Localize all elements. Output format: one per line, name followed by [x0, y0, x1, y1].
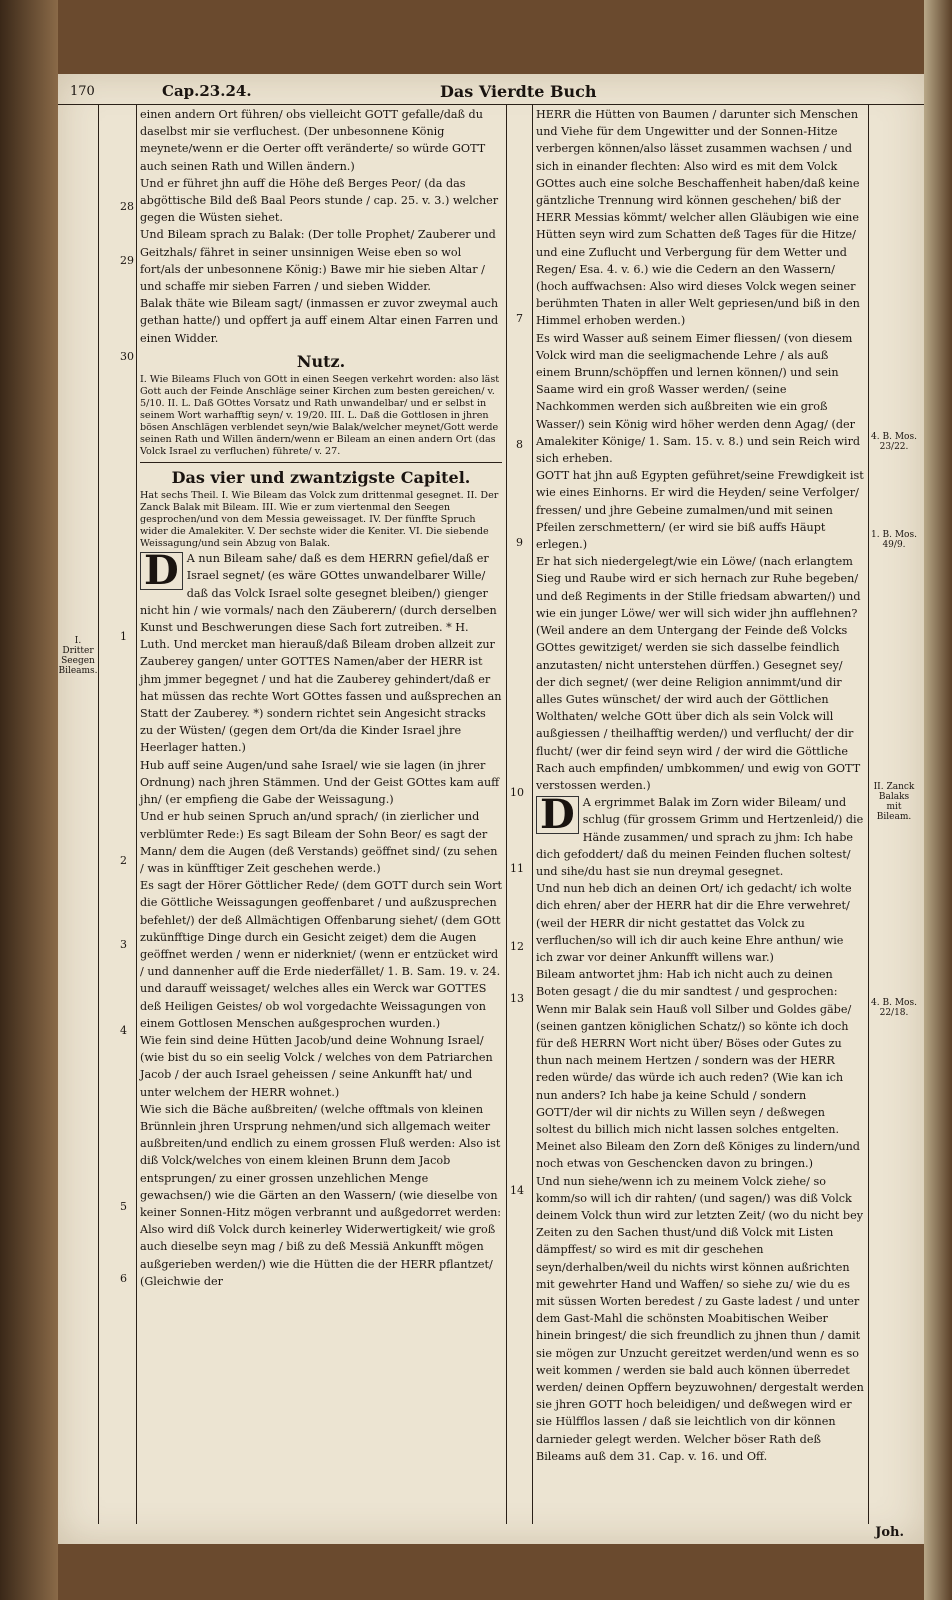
verse-number: 8	[516, 438, 523, 451]
verse-28: Und er führet jhn auff die Höhe deß Berges Peor/ (da das abgöttische Bild deß Baal Peors stunde / cap. 25. v. 3.) welcher gegen die Wüsten siehet.	[140, 176, 499, 225]
chapter-title: Das vier und zwantzigste Capitel.	[171, 468, 471, 488]
margin-note-ref: 1. B. Mos. 49/9.	[871, 530, 917, 550]
verse-11: Und nun heb dich an deinen Ort/ ich gedacht/ ich wolte dich ehren/ aber der HERR hat dir die Ehre verwehret/ (weil der HERR dir nicht gestattet das Volck zu verfluchen/so will ich dir auch keine Ehre anthun/ wie ich zwar vor deiner Ankunfft willens war.)	[536, 882, 852, 964]
margin-note-ref: 4. B. Mos. 22/18.	[871, 998, 917, 1018]
verse-10-text: A ergrimmet Balak im Zorn wider Bileam/ und schlug (für grossem Grimm und Hertzenleid/) die Hände zusammen/ und sprach zu jhm: Ich habe dich gefoddert/ daß du meinen Feinden fluchen soltest/ und sihe/du hast sie nun dreymal gesegnet.	[536, 796, 864, 878]
verse-number: 5	[120, 1200, 127, 1213]
page-header	[58, 82, 924, 104]
verse-9: Er hat sich niedergelegt/wie ein Löwe/ (nach erlangtem Sieg und Raube wird er sich hernach zur Ruhe begeben/ und deß Regiments in der Stille friedsam abwarten/) und wie ein junger Löwe/ wer will sich wider jhn aufflehnen? (Weil andere an dem Untergang der Feinde deß Volcks GOttes gewitziget/ werden sie sich dasselbe feindlich anzutasten/ nicht unterstehen dürffen.) Gesegnet sey/ der dich segnet/ (wer deine Religion annimmt/und dir alles Gutes wünschet/ der wird auch der Göttlichen Wolthaten/ welche GOtt über dich als sein Volck will außgiessen / theilhafftig werden/) und verflucht/ der dir flucht/ (wer dir feind seyn wird / der wird die Göttliche Rach auch empfinden/ umbkommen/ und ewig von GOTT verstossen werden.)	[536, 555, 861, 792]
margin-rule-right	[868, 104, 869, 1524]
nutz-text: I. Wie Bileams Fluch von GOtt in einen Seegen verkehrt worden: also läst Gott auch der Feinde Anschläge seiner Kirchen zum besten gereichen/ v. 5/10. II. L. Daß GOttes Vorsatz und Rath unwandelbar/ und er selbst in seinem Wort warhafftig seyn/ v. 19/20. III. L. Daß die Gottlosen in jhren bösen Anschlägen verblendet seyn/wie Balak/welcher meynet/Gott werde seinen Rath und Willen ändern/wenn er Bileam an einen andern Ort (das Volck Israel zu verfluchen) führete/ v. 27.	[140, 374, 500, 458]
verse-number: 14	[510, 1184, 524, 1197]
verse-5: Wie fein sind deine Hütten Jacob/und deine Wohnung Israel/ (wie bist du so ein seelig Volck / welches von dem Patriarchen Jacob / der auch Israel geheissen / seine Ankunfft hat/ und unter welchem der HERR wohnet.)	[140, 1033, 493, 1099]
verse-number: 11	[510, 862, 524, 875]
running-title: Das Vierdte Buch	[440, 82, 597, 101]
verse-number: 9	[516, 536, 523, 549]
verse-rule-right	[532, 104, 533, 1524]
verse-rule-left	[136, 104, 137, 1524]
nutz-heading: Nutz.	[296, 351, 346, 371]
drop-cap: D	[140, 552, 183, 590]
margin-note-zanck: II. Zanck Balaks mit Bileam.	[873, 782, 915, 822]
catchword: Joh.	[875, 1525, 904, 1540]
verse-10	[536, 791, 864, 880]
margin-rule-left	[98, 104, 99, 1524]
verse-number: 30	[120, 350, 134, 363]
verse-13: Wenn mir Balak sein Hauß voll Silber und Goldes gäbe/ (seinen gantzen königlichen Schatz/) so könte ich doch für deß HERRN Wort nicht über/ Böses oder Gutes zu thun nach meinem Hertzen / sondern was der HERR reden würde/ das würde ich auch reden? (Wie kan ich nun anders? Ich habe ja keine Schuld / sondern GOTT/der wil dir nichts zu Willen seyn / deßwegen soltest du billich mich nicht lassen solches entgelten. Meinet also Bileam den Zorn deß Königes zu lindern/und noch etwas von Geschencken davon zu bringen.)	[536, 1002, 860, 1171]
verse-30: Balak thäte wie Bileam sagt/ (inmassen er zuvor zweymal auch gethan hatte/) und opffert ja auff einem Altar einen Farren und einen Widder.	[140, 297, 499, 345]
chapter-reference: Cap.23.24.	[162, 82, 252, 100]
header-rule	[58, 104, 924, 105]
verse-1-text: A nun Bileam sahe/ daß es dem HERRN gefiel/daß er Israel segnet/ (es wäre GOttes unwandelbarer Wille/ daß das Volck Israel solte gesegnet bleiben/) gienger nicht hin / wie vormals/ nach den Zäuberern/ (durch derselben Kunst und Beschwerungen diese Sach fort zutreiben. * H. Luth. Und mercket man hierauß/daß Bileam droben allzeit zur Zauberey gangen/ unter GOTTES Namen/aber der HERR ist jhm jmmer begegnet / und hat die Zauberey gehindert/daß er hat müssen das rechte Wort GOttes fassen und außsprechen an Statt der Zauberey. *) sondern richtet sein Angesicht stracks zu der Wüsten/ (gegen dem Ort/da die Kinder Israel jhre Heerlager hatten.)	[140, 552, 502, 755]
verse-number: 4	[120, 1024, 127, 1037]
verse-number: 6	[120, 1272, 127, 1285]
divider	[140, 462, 502, 463]
drop-cap: D	[536, 796, 579, 834]
page-edge	[924, 0, 952, 1600]
verse-number: 28	[120, 200, 134, 213]
verse-6: Wie sich die Bäche außbreiten/ (welche offtmals von kleinen Brünnlein jhren Ursprung nehmen/und sich allgemach weiter außbreiten/und endlich zu einem grossen Fluß werden: Also ist diß Volck/welches von einem kleinen Brunn dem Jacob entsprungen/ zu einer grossen unzehlichen Menge gewachsen/) wie die Gärten an den Wassern/ (wie dieselbe von keiner Sonnen-Hitz mögen verbrannt und außgedorret werden: Also wird diß Volck durch keinerley Widerwertigkeit/ wie groß auch dieselbe seyn mag / biß zu deß Messiä Ankunfft mögen außgerieben werden/) wie die Hütten die der HERR pflantzet/ (Gleichwie der	[140, 1102, 502, 1288]
verse-14: Und nun siehe/wenn ich zu meinem Volck ziehe/ so komm/so will ich dir rahten/ (und sagen/) was diß Volck deinem Volck thun wird zur letzten Zeit/ (wo du nicht bey Zeiten zu den Sachen thust/und diß Volck mit Listen dämpffest/ so wird es mit dir geschehen seyn/derhalben/weil du nichts wirst können außrichten mit gewehrter Hand und Waffen/ so siehe zu/ wie du es mit süssen Worten beredest / zu Gaste ladest / und unter dem Gast-Mahl die schönsten Moabitischen Weiber hinein bringest/ die sich freundlich zu jhnen thun / damit sie mögen zur Unzucht gereitzet werden/und wenn es so weit kommen / werden sie bald auch können überredet werden/ deinen Opffern beyzuwohnen/ dergestalt werden sie jhren GOTT hoch beleidigen/ und deßwegen wird er sie Hülfflos lassen / daß sie leichtlich von dir können darnieder gelegt werden. Welcher böser Rath deß Bileams auß dem 31. Cap. v. 16. und Off.	[536, 1174, 864, 1463]
paragraph: einen andern Ort führen/ obs vielleicht GOTT gefalle/daß du daselbst mir sie verfluchest. (Der unbesonnene König meynete/wenn er die Oerter offt veränderte/ so würde GOTT auch seinen Rath und Willen ändern.)	[140, 108, 486, 173]
margin-note-dritter-seegen: I. Dritter Seegen Bileams.	[58, 636, 98, 676]
chapter-summary: Hat sechs Theil. I. Wie Bileam das Volck zum drittenmal gesegnet. II. Der Zanck Balak mit Bileam. III. Wie er zum viertenmal den Seegen gesprochen/und von dem Messia geweissaget. IV. Der fünffte Spruch wider die Amalekiter. V. Der sechste wider die Keniter. VI. Die siebende Weissagung/und sein Abzug von Balak.	[140, 490, 499, 550]
verse-4: Es sagt der Hörer Göttlicher Rede/ (dem GOTT durch sein Wort die Göttliche Weissagungen geoffenbaret / und außzusprechen befehlet/) der deß Allmächtigen Offenbarung siehet/ (dem GOtt zukünfftige Dinge durch ein Gesicht zeiget) dem die Augen geöffnet werden / wenn er niderkniet/ (wenn er entzücket wird / und dannenher auff die Erde niederfället/ 1. B. Sam. 19. v. 24. und darauff weissaget/ welches alles ein Werck war GOTTES deß Heiligen Geistes/ ob wol vorgedachte Weissagungen von einem Gottlosen Menschen außgesprochen wurden.)	[140, 879, 502, 1030]
left-column	[140, 106, 502, 1290]
verse-7: Es wird Wasser auß seinem Eimer fliessen/ (von diesem Volck wird man die seeligmachende Lehre / als auß einem Brunn/schöpffen und lernen können/) und sein Saame wird ein groß Wasser werden/ (seine Nachkommen werden sich außbreiten wie ein groß Wasser/) sein König wird höher werden denn Agag/ (der Amalekiter Könige/ 1. Sam. 15. v. 8.) und sein Reich wird sich erheben.	[536, 331, 861, 466]
verse-number: 29	[120, 254, 134, 267]
verse-number: 13	[510, 992, 524, 1005]
verse-number: 2	[120, 854, 127, 867]
verse-number: 1	[120, 630, 127, 643]
verse-1	[140, 547, 502, 756]
verse-number: 12	[510, 940, 524, 953]
verse-number: 10	[510, 786, 524, 799]
margin-note-ref: 4. B. Mos. 23/22.	[871, 432, 917, 452]
book-page	[58, 74, 924, 1544]
verse-2: Hub auff seine Augen/und sahe Israel/ wie sie lagen (in jhrer Ordnung) nach jhren Stämmen. Und der Geist GOttes kam auff jhn/ (er empfieng die Gabe der Weissagung.)	[140, 758, 500, 807]
verse-number: 3	[120, 938, 127, 951]
verse-29: Und Bileam sprach zu Balak: (Der tolle Prophet/ Zauberer und Geitzhals/ fähret in seiner unsinnigen Weise eben so wol fort/als der unbesonnene König:) Bawe mir hie sieben Altar / und schaffe mir sieben Farren / und sieben Widder.	[140, 228, 496, 294]
verse-3: Und er hub seinen Spruch an/und sprach/ (in zierlicher und verblümter Rede:) Es sagt Bileam der Sohn Beor/ es sagt der Mann/ dem die Augen (deß Verstands) geöffnet sind/ (zu sehen / was in künfftiger Zeit geschehen werde.)	[140, 810, 498, 875]
verse-8: GOTT hat jhn auß Egypten geführet/seine Frewdigkeit ist wie eines Einhorns. Er wird die Heyden/ seine Verfolger/ fressen/ und jhre Gebeine zumalmen/und mit seinen Pfeilen zerschmettern/ (er wird sie biß auffs Häupt erlegen.)	[536, 469, 864, 552]
right-column	[536, 106, 864, 1465]
book-gutter	[0, 0, 58, 1600]
verse-12: Bileam antwortet jhm: Hab ich nicht auch zu deinen Boten gesagt / die du mir sandtest / und gesprochen:	[536, 968, 838, 999]
page-number: 170	[70, 84, 95, 99]
paragraph: HERR die Hütten von Baumen / darunter sich Menschen und Viehe für dem Ungewitter und der Sonnen-Hitze verbergen können/also lässet zusammen wachsen / und sich in einander flechten: Also wird es mit dem Volck GOttes auch eine solche Beschaffenheit haben/daß keine gäntzliche Trennung wird können geschehen/ biß der HERR Messias kömmt/ welcher allen Gläubigen wie eine Hütten seyn wird zum Schatten deß Tages für die Hitze/ und eine Zuflucht und Verbergung für dem Wetter und Regen/ Esa. 4. v. 6.) wie die Cedern an den Wassern/ (hoch auffwachsen: Also wird dieses Volck wegen seiner berühmten Thaten in aller Welt gepriesen/und biß in den Himmel erhoben werden.)	[536, 108, 860, 328]
verse-number: 7	[516, 312, 523, 325]
column-divider	[506, 104, 507, 1524]
